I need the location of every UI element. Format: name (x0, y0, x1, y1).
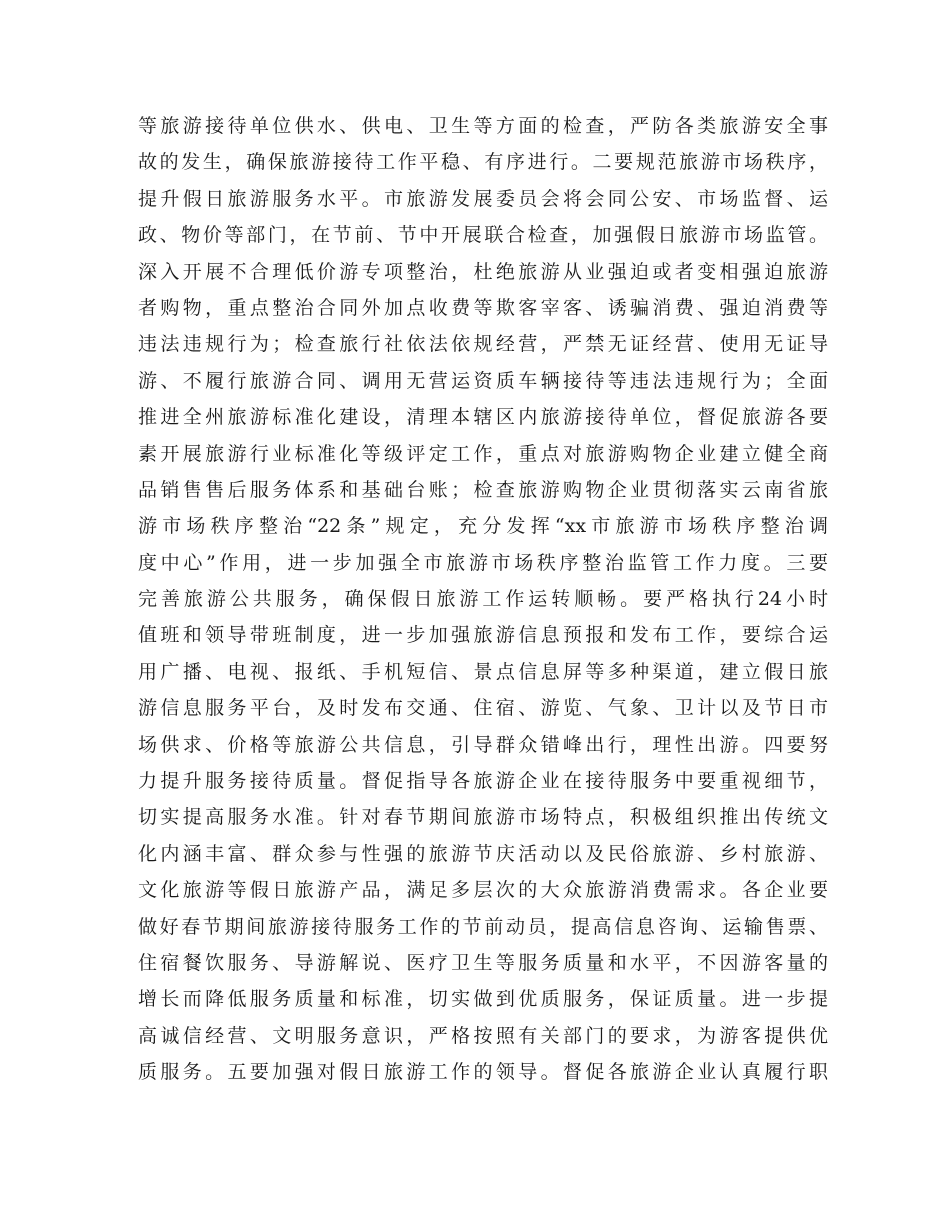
text-line: 素开展旅游行业标准化等级评定工作，重点对旅游购物企业建立健全商 (138, 442, 828, 465)
text-line: 切实提高服务水准。针对春节期间旅游市场特点，积极组织推出传统文 (138, 806, 828, 829)
text-line: 政、物价等部门，在节前、节中开展联合检查，加强假日旅游市场监管。 (138, 224, 828, 247)
text-line: 品销售售后服务体系和基础台账；检查旅游购物企业贯彻落实云南省旅 (138, 478, 828, 501)
text-line: 游市场秩序整治“22条”规定，充分发挥“xx市旅游市场秩序整治调 (138, 515, 828, 538)
text-line: 游、不履行旅游合同、调用无营运资质车辆接待等违法违规行为；全面 (138, 369, 828, 392)
text-line: 质服务。五要加强对假日旅游工作的领导。督促各旅游企业认真履行职 (138, 1061, 828, 1084)
text-line: 用广播、电视、报纸、手机短信、景点信息屏等多种渠道，建立假日旅 (138, 660, 828, 683)
text-line: 游信息服务平台，及时发布交通、住宿、游览、气象、卫计以及节日市 (138, 697, 828, 720)
text-line: 等旅游接待单位供水、供电、卫生等方面的检查，严防各类旅游安全事 (138, 115, 828, 137)
text-line: 提升假日旅游服务水平。市旅游发展委员会将会同公安、市场监督、运 (138, 187, 828, 210)
text-line: 度中心”作用，进一步加强全市旅游市场秩序整治监管工作力度。三要 (138, 551, 828, 574)
text-line: 住宿餐饮服务、导游解说、医疗卫生等服务质量和水平，不因游客量的 (138, 951, 828, 974)
text-line: 高诚信经营、文明服务意识，严格按照有关部门的要求，为游客提供优 (138, 1024, 828, 1047)
text-line: 推进全州旅游标准化建设，清理本辖区内旅游接待单位，督促旅游各要 (138, 406, 828, 429)
text-line: 完善旅游公共服务，确保假日旅游工作运转顺畅。要严格执行24小时 (138, 588, 828, 611)
text-line: 文化旅游等假日旅游产品，满足多层次的大众旅游消费需求。各企业要 (138, 879, 828, 902)
text-line: 违法违规行为；检查旅行社依法依规经营，严禁无证经营、使用无证导 (138, 333, 828, 356)
text-line: 增长而降低服务质量和标准，切实做到优质服务，保证质量。进一步提 (138, 988, 828, 1011)
text-line: 场供求、价格等旅游公共信息，引导群众错峰出行，理性出游。四要努 (138, 733, 828, 756)
text-line: 做好春节期间旅游接待服务工作的节前动员，提高信息咨询、运输售票、 (138, 915, 828, 938)
body-text (138, 108, 828, 1091)
text-line: 力提升服务接待质量。督促指导各旅游企业在接待服务中要重视细节， (138, 770, 828, 793)
text-line: 值班和领导带班制度，进一步加强旅游信息预报和发布工作，要综合运 (138, 624, 828, 647)
text-line: 故的发生，确保旅游接待工作平稳、有序进行。二要规范旅游市场秩序， (138, 151, 828, 174)
text-line: 深入开展不合理低价游专项整治，杜绝旅游从业强迫或者变相强迫旅游 (138, 260, 828, 283)
text-line: 化内涵丰富、群众参与性强的旅游节庆活动以及民俗旅游、乡村旅游、 (138, 842, 828, 865)
text-line: 者购物，重点整治合同外加点收费等欺客宰客、诱骗消费、强迫消费等 (138, 296, 828, 319)
